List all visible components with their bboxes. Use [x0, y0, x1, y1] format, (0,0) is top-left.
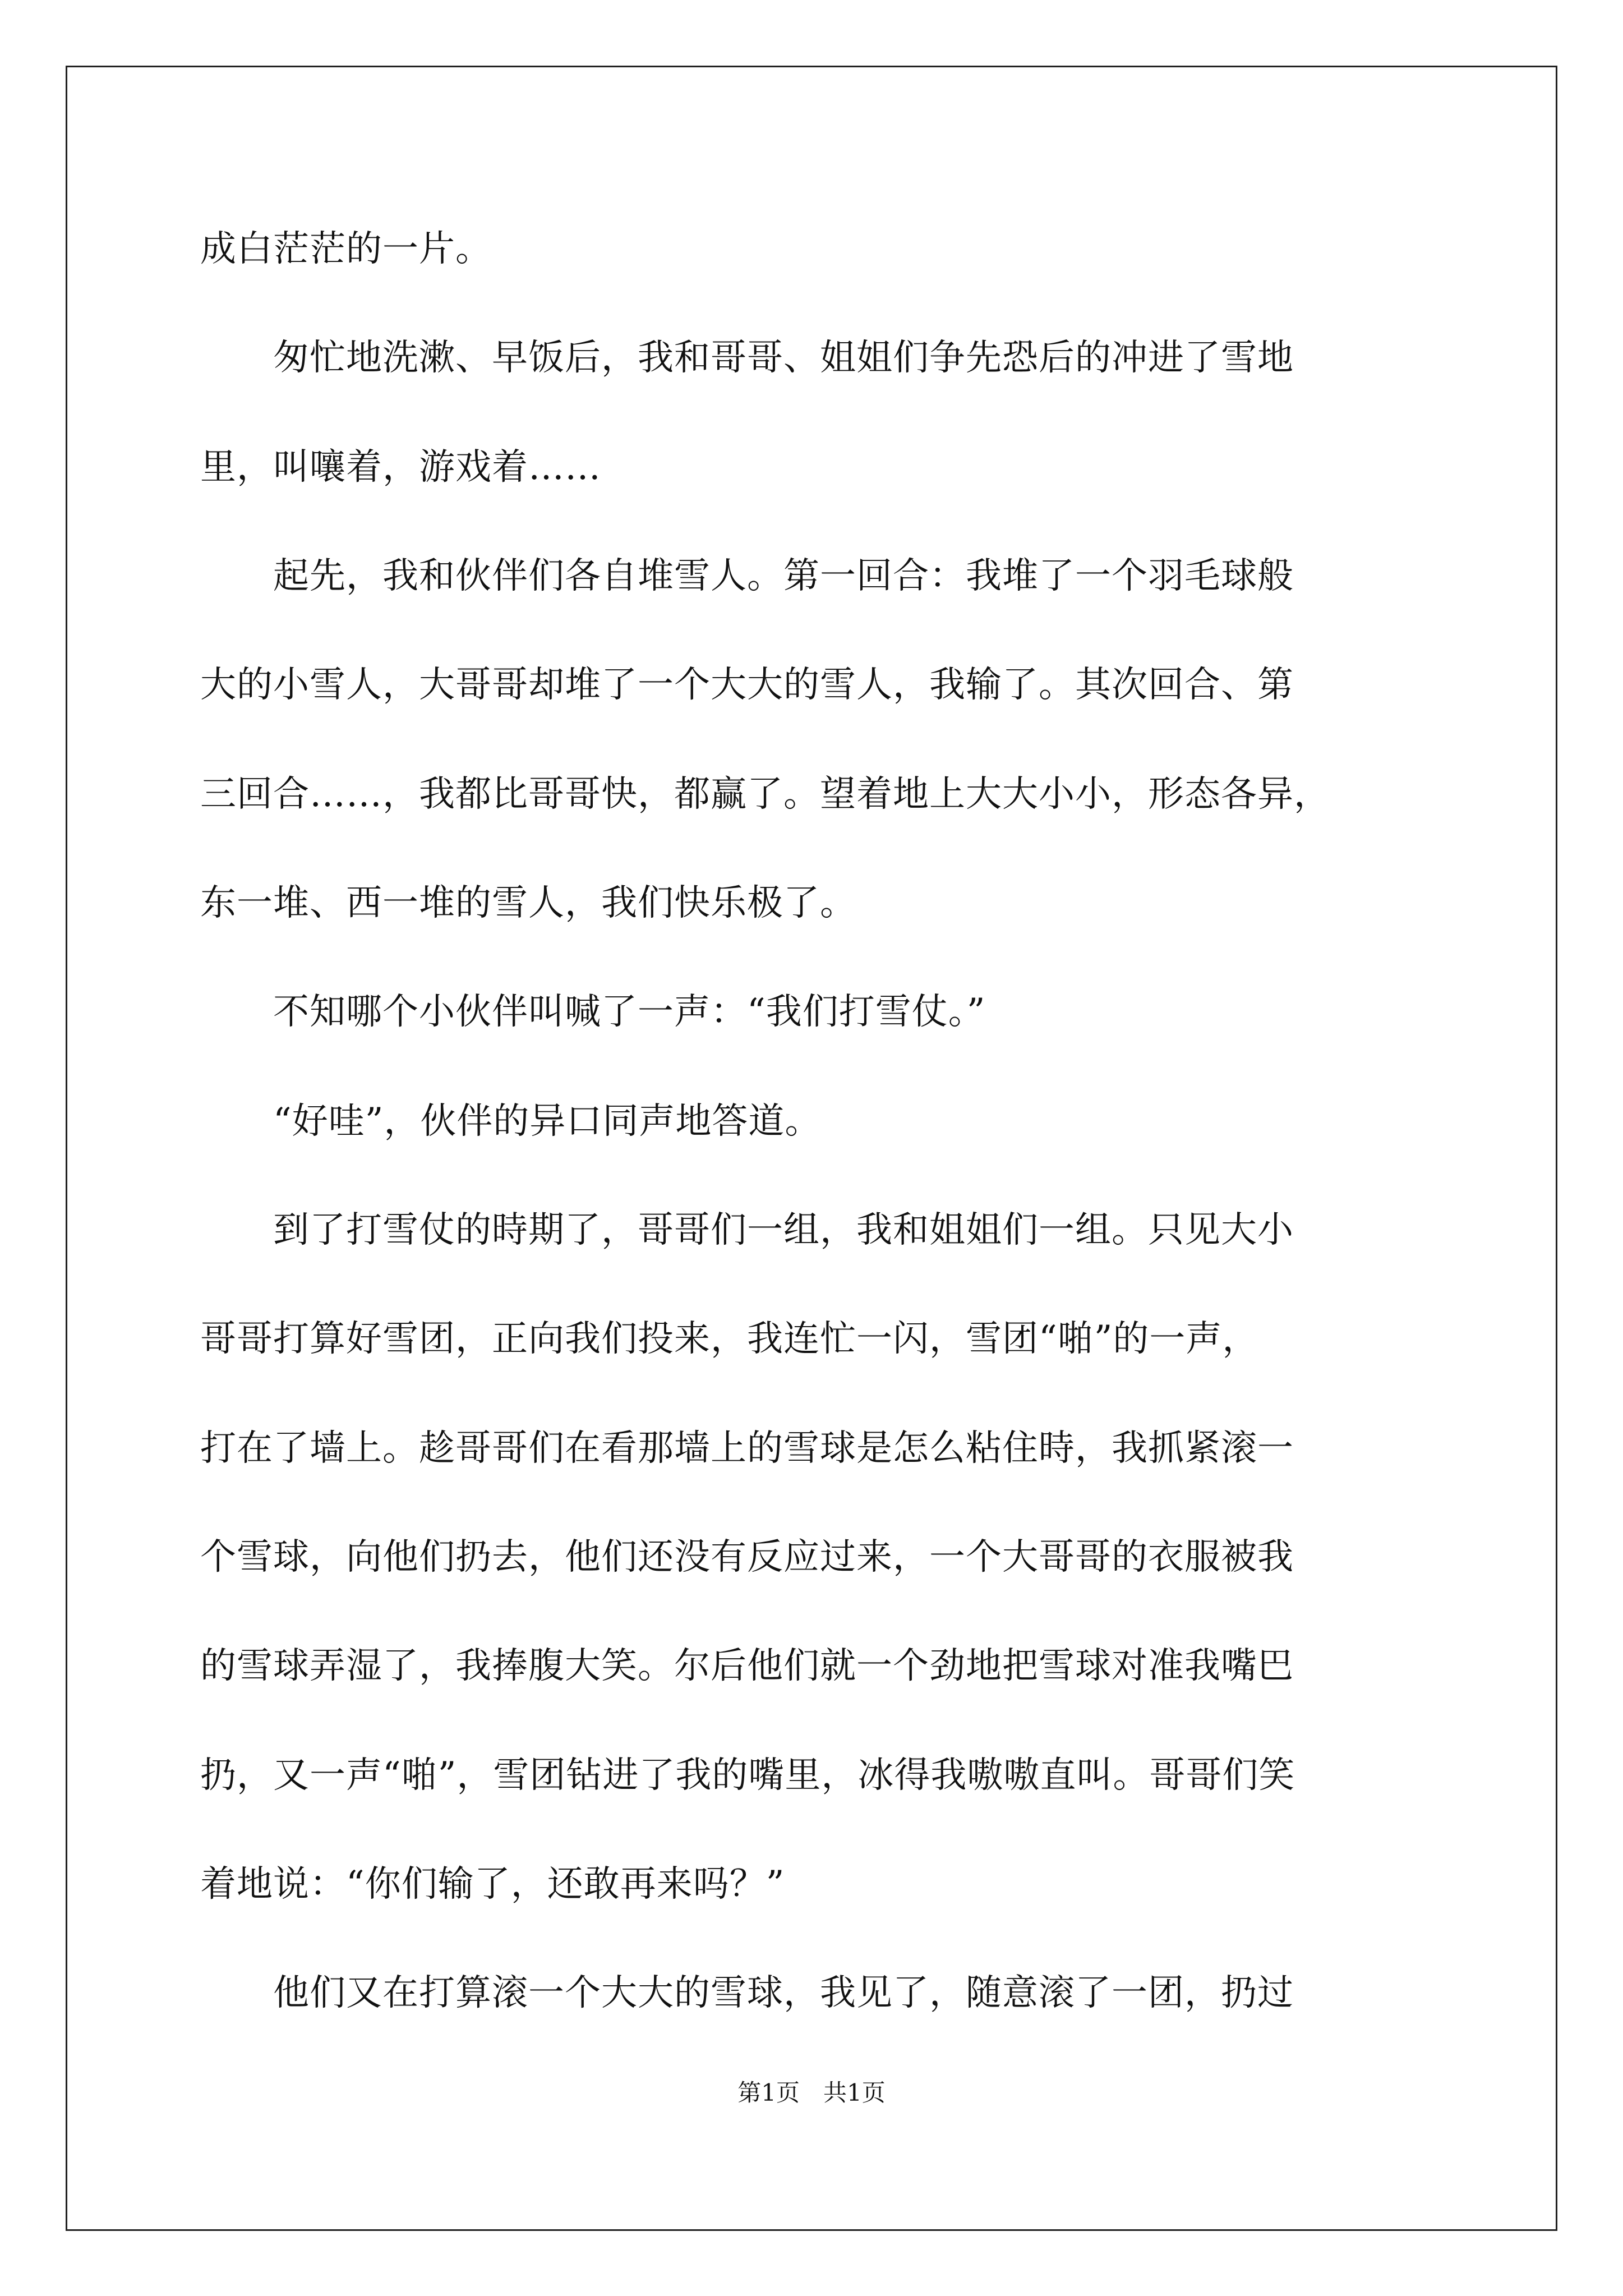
text-line: 他们又在打算滚一个大大的雪球，我见了，随意滚了一团，扔过	[200, 1972, 1294, 2014]
text-line: 匆忙地洗漱、早饭后，我和哥哥、姐姐们争先恐后的冲进了雪地	[200, 337, 1294, 379]
text-line: 大的小雪人，大哥哥却堆了一个大大的雪人，我输了。其次回合、第	[200, 664, 1294, 706]
text-line: 哥哥打算好雪团，正向我们投来，我连忙一闪，雪团“啪”的一声，	[200, 1318, 1259, 1360]
text-line: 起先，我和伙伴们各自堆雪人。第一回合：我堆了一个羽毛球般	[200, 555, 1294, 597]
text-line: 打在了墙上。趁哥哥们在看那墙上的雪球是怎么粘住時，我抓紧滚一	[200, 1428, 1294, 1469]
page-border	[66, 66, 1557, 2231]
page-number-footer: 第1页 共1页	[737, 2079, 886, 2106]
text-line: 里，叫嚷着，游戏着……	[200, 447, 601, 488]
text-line: 个雪球，向他们扔去，他们还没有反应过来，一个大哥哥的衣服被我	[200, 1536, 1294, 1578]
text-line: “好哇”，伙伴的异口同声地答道。	[200, 1101, 822, 1142]
text-line: 东一堆、西一堆的雪人，我们快乐极了。	[200, 882, 856, 924]
text-line: 扔，又一声“啪”，雪团钻进了我的嘴里，冰得我嗷嗷直叫。哥哥们笑	[200, 1755, 1295, 1796]
text-line: 成白茫茫的一片。	[200, 228, 492, 270]
text-line: 不知哪个小伙伴叫喊了一声：“我们打雪仗。”	[200, 991, 986, 1033]
text-line: 的雪球弄湿了，我捧腹大笑。尔后他们就一个劲地把雪球对准我嘴巴	[200, 1645, 1294, 1687]
text-line: 到了打雪仗的時期了，哥哥们一组，我和姐姐们一组。只见大小	[200, 1209, 1294, 1251]
text-line: 着地说：“你们输了，还敢再来吗？”	[200, 1864, 785, 1905]
text-line: 三回合……，我都比哥哥快，都赢了。望着地上大大小小，形态各异，	[200, 774, 1330, 815]
